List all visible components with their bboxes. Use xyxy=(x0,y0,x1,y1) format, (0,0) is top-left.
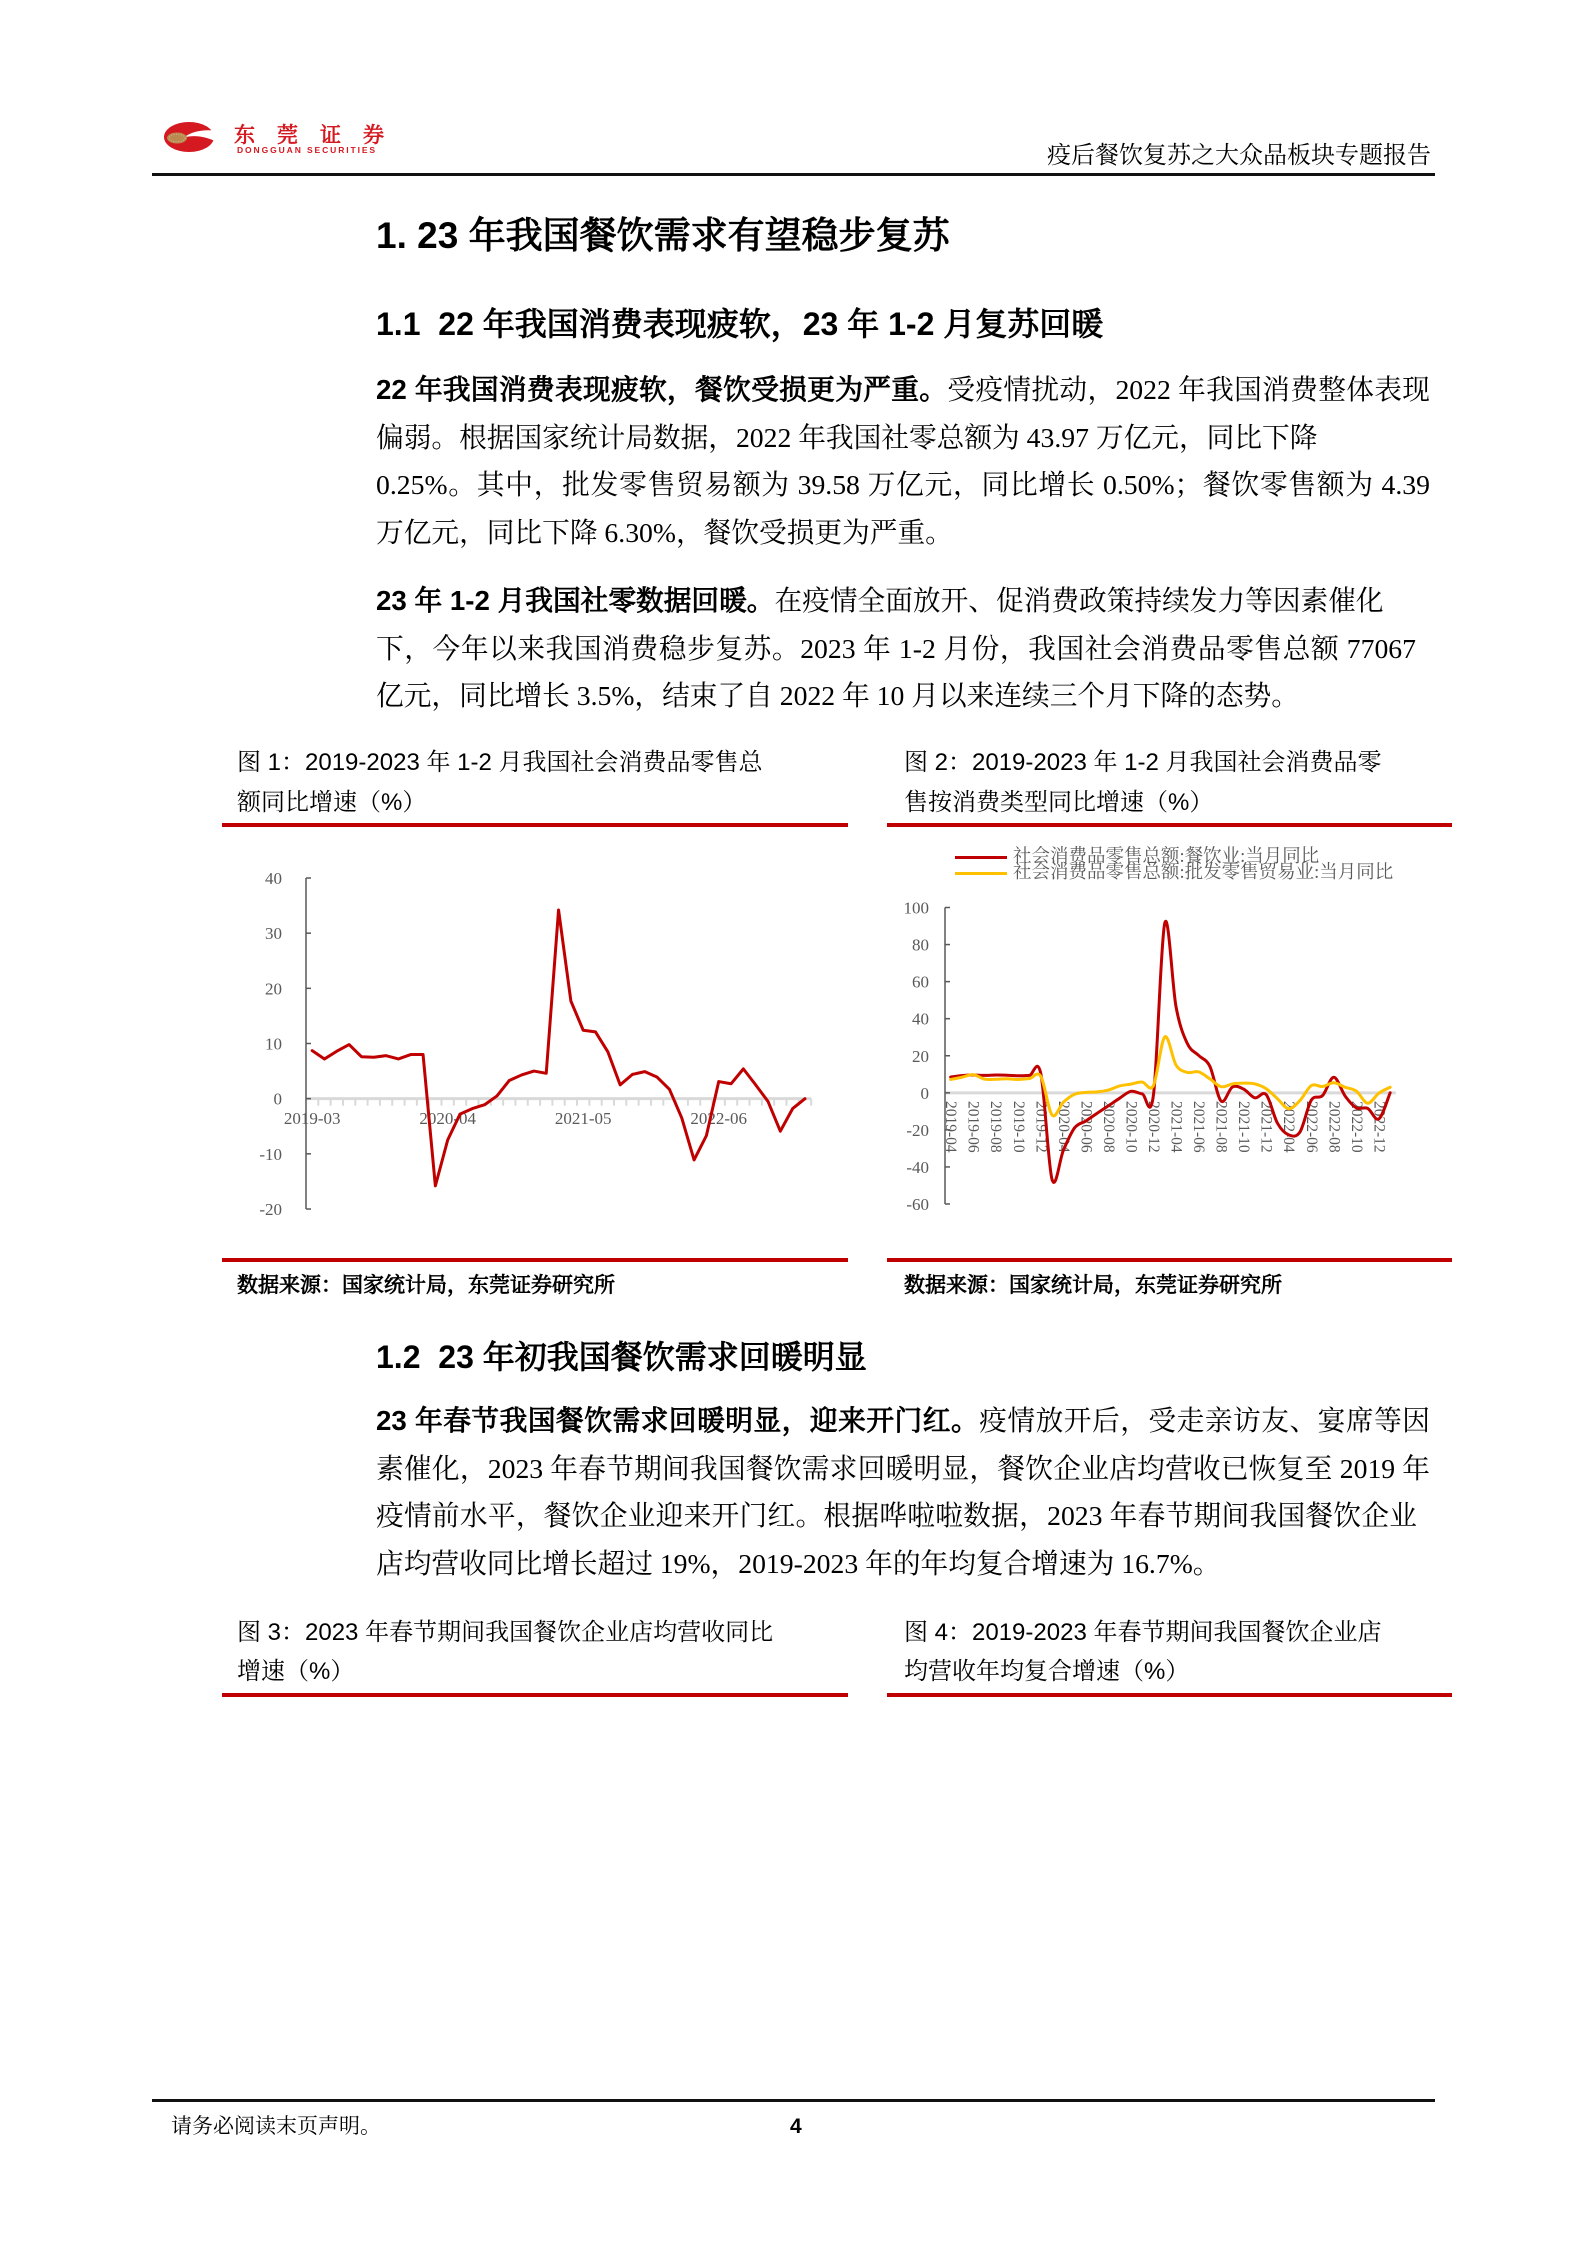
paragraph-line: 偏弱。根据国家统计局数据，2022 年我国社零总额为 43.97 万亿元，同比下降 xyxy=(376,421,1318,453)
paragraph-line xyxy=(376,366,1430,414)
caption-line: 额同比增速（%） xyxy=(237,789,427,816)
x-axis-tick-label: 2022-06 xyxy=(1302,1101,1320,1153)
paragraph-line: 下，今年以来我国消费稳步复苏。2023 年 1-2 月份，我国社会消费品零售总额 77067 xyxy=(376,632,1416,664)
figure-3-top-rule xyxy=(222,1693,848,1697)
paragraph-line xyxy=(376,577,1430,625)
x-axis-tick-label: 2020-12 xyxy=(1144,1101,1162,1153)
paragraph-line: 亿元，同比增长 3.5%，结束了自 2022 年 10 月以来连续三个月下降的态势。 xyxy=(376,680,1299,712)
legend-swatch-catering xyxy=(955,856,1007,859)
paragraph-2 xyxy=(376,577,1430,720)
x-axis-tick-label: 2022-10 xyxy=(1347,1101,1365,1153)
x-axis-tick-label: 2020-04 xyxy=(419,1109,477,1128)
x-axis-tick-label: 2021-05 xyxy=(554,1109,612,1128)
figure-2-caption xyxy=(904,743,1381,823)
x-axis-tick-label: 2019-03 xyxy=(283,1109,341,1128)
paragraph-lead: 22 年我国消费表现疲软，餐饮受损更为严重。 xyxy=(376,374,948,405)
section-1-1-title: 1.1 22 年我国消费表现疲软，23 年 1-2 月复苏回暖 xyxy=(376,306,1104,342)
header-rule xyxy=(152,173,1435,176)
paragraph-line: 素催化，2023 年春节期间我国餐饮需求回暖明显，餐饮企业店均营收已恢复至 2019 年 xyxy=(376,1452,1430,1484)
figure-2-bottom-rule xyxy=(887,1258,1452,1262)
section-1-2-title: 1.2 23 年初我国餐饮需求回暖明显 xyxy=(376,1339,867,1375)
x-axis-tick-label: 2021-10 xyxy=(1235,1101,1253,1153)
y-axis-tick-label: -60 xyxy=(906,1195,929,1214)
x-axis-tick-label: 2020-10 xyxy=(1122,1101,1140,1153)
x-axis-tick-label: 2019-06 xyxy=(964,1101,982,1153)
y-axis-tick-label: 40 xyxy=(265,869,282,888)
y-axis-tick-label: 40 xyxy=(912,1009,929,1029)
y-axis-tick-label: 0 xyxy=(273,1089,282,1109)
x-axis-tick-label: 2019-08 xyxy=(987,1101,1005,1153)
paragraph-text: 疫情放开后，受走亲访友、宴席等因 xyxy=(979,1405,1430,1436)
dongguan-securities-logo-icon xyxy=(163,121,217,153)
chart-2-retail-sales-by-type-yoy xyxy=(887,835,1457,1255)
x-axis-tick-label: 2022-12 xyxy=(1370,1101,1388,1153)
caption-line: 图 4：2019-2023 年春节期间我国餐饮企业店 xyxy=(904,1619,1382,1646)
x-axis-tick-label: 2019-10 xyxy=(1009,1101,1027,1153)
chart-1-retail-sales-yoy xyxy=(222,835,850,1255)
figure-4-caption xyxy=(904,1613,1381,1691)
logo-wordmark-cn: 东莞证券 xyxy=(234,123,406,147)
caption-line: 图 2：2019-2023 年 1-2 月我国社会消费品零 xyxy=(904,749,1382,776)
legend-label-catering: 社会消费品零售总额:餐饮业:当月同比 xyxy=(1013,847,1320,867)
paragraph-text: 受疫情扰动，2022 年我国消费整体表现 xyxy=(947,374,1430,405)
footer-disclaimer: 请务必阅读末页声明。 xyxy=(171,2115,381,2138)
x-axis-tick-label: 2019-04 xyxy=(942,1101,960,1153)
y-axis-tick-label: -20 xyxy=(259,1200,282,1219)
paragraph-lead: 23 年 1-2 月我国社零数据回暖。 xyxy=(376,585,775,616)
paragraph-1 xyxy=(376,366,1430,557)
caption-line: 售按消费类型同比增速（%） xyxy=(904,789,1214,816)
figure-1-bottom-rule xyxy=(222,1258,848,1262)
x-axis-tick-label: 2021-08 xyxy=(1212,1101,1230,1153)
paragraph-lead: 23 年春节我国餐饮需求回暖明显，迎来开门红。 xyxy=(376,1405,980,1436)
caption-line: 图 3：2023 年春节期间我国餐饮企业店均营收同比 xyxy=(237,1619,774,1646)
figure-2-source: 数据来源：国家统计局，东莞证券研究所 xyxy=(904,1274,1282,1297)
y-axis-tick-label: -20 xyxy=(906,1120,929,1140)
x-axis-tick-label: 2020-04 xyxy=(1054,1101,1072,1153)
paragraph-text: 在疫情全面放开、促消费政策持续发力等因素催化 xyxy=(774,585,1384,616)
x-axis-tick-label: 2022-06 xyxy=(690,1109,748,1128)
figure-2-top-rule xyxy=(887,823,1452,827)
y-axis-tick-label: 100 xyxy=(903,898,929,918)
figure-1-source: 数据来源：国家统计局，东莞证券研究所 xyxy=(237,1274,615,1297)
paragraph-line: 0.25%。其中，批发零售贸易额为 39.58 万亿元，同比增长 0.50%；餐饮零售额为 4.39 xyxy=(376,469,1430,501)
paragraph-line: 疫情前水平，餐饮企业迎来开门红。根据哗啦啦数据，2023 年春节期间我国餐饮企业 xyxy=(376,1500,1417,1532)
y-axis-tick-label: -40 xyxy=(906,1157,929,1177)
paragraph-line: 万亿元，同比下降 6.30%，餐饮受损更为严重。 xyxy=(376,517,953,549)
figure-4-top-rule xyxy=(887,1693,1452,1697)
figure-1-top-rule xyxy=(222,823,848,827)
footer-rule xyxy=(152,2099,1435,2102)
caption-line: 图 1：2019-2023 年 1-2 月我国社会消费品零售总 xyxy=(237,749,763,776)
y-axis-tick-label: 20 xyxy=(912,1046,929,1066)
x-axis-tick-label: 2020-08 xyxy=(1099,1101,1117,1153)
paragraph-line: 店均营收同比增长超过 19%，2019-2023 年的年均复合增速为 16.7%。 xyxy=(376,1548,1221,1580)
x-axis-tick-label: 2020-06 xyxy=(1077,1101,1095,1153)
y-axis-tick-label: 60 xyxy=(912,972,929,992)
x-axis-tick-label: 2022-04 xyxy=(1280,1101,1298,1153)
y-axis-tick-label: 0 xyxy=(920,1083,929,1103)
section-1-title: 1. 23 年我国餐饮需求有望稳步复苏 xyxy=(376,215,950,256)
x-axis-tick-label: 2021-12 xyxy=(1257,1101,1275,1153)
y-axis-tick-label: -10 xyxy=(259,1144,282,1164)
report-title: 疫后餐饮复苏之大众品板块专题报告 xyxy=(1047,142,1431,169)
x-axis-tick-label: 2019-12 xyxy=(1032,1101,1050,1153)
legend-swatch-wholesale-retail xyxy=(955,872,1007,875)
series-line-0 xyxy=(312,910,805,1186)
x-axis-tick-label: 2021-04 xyxy=(1167,1101,1185,1153)
figure-3-caption xyxy=(237,1613,773,1691)
paragraph-3 xyxy=(376,1397,1430,1588)
caption-line: 增速（%） xyxy=(237,1658,355,1685)
x-axis-tick-label: 2021-06 xyxy=(1190,1101,1208,1153)
caption-line: 均营收年均复合增速（%） xyxy=(904,1658,1190,1685)
logo-wordmark-en: DONGGUAN SECURITIES xyxy=(237,145,377,155)
figure-1-caption xyxy=(237,743,762,823)
legend-label-wholesale-retail: 社会消费品零售总额:批发零售贸易业:当月同比 xyxy=(1013,863,1394,883)
y-axis-tick-label: 30 xyxy=(265,924,282,944)
y-axis-tick-label: 80 xyxy=(912,935,929,955)
page-number: 4 xyxy=(790,2115,802,2138)
paragraph-line xyxy=(376,1397,1430,1445)
y-axis-tick-label: 10 xyxy=(265,1034,282,1054)
x-axis-tick-label: 2022-08 xyxy=(1325,1101,1343,1153)
y-axis-tick-label: 20 xyxy=(265,979,282,999)
